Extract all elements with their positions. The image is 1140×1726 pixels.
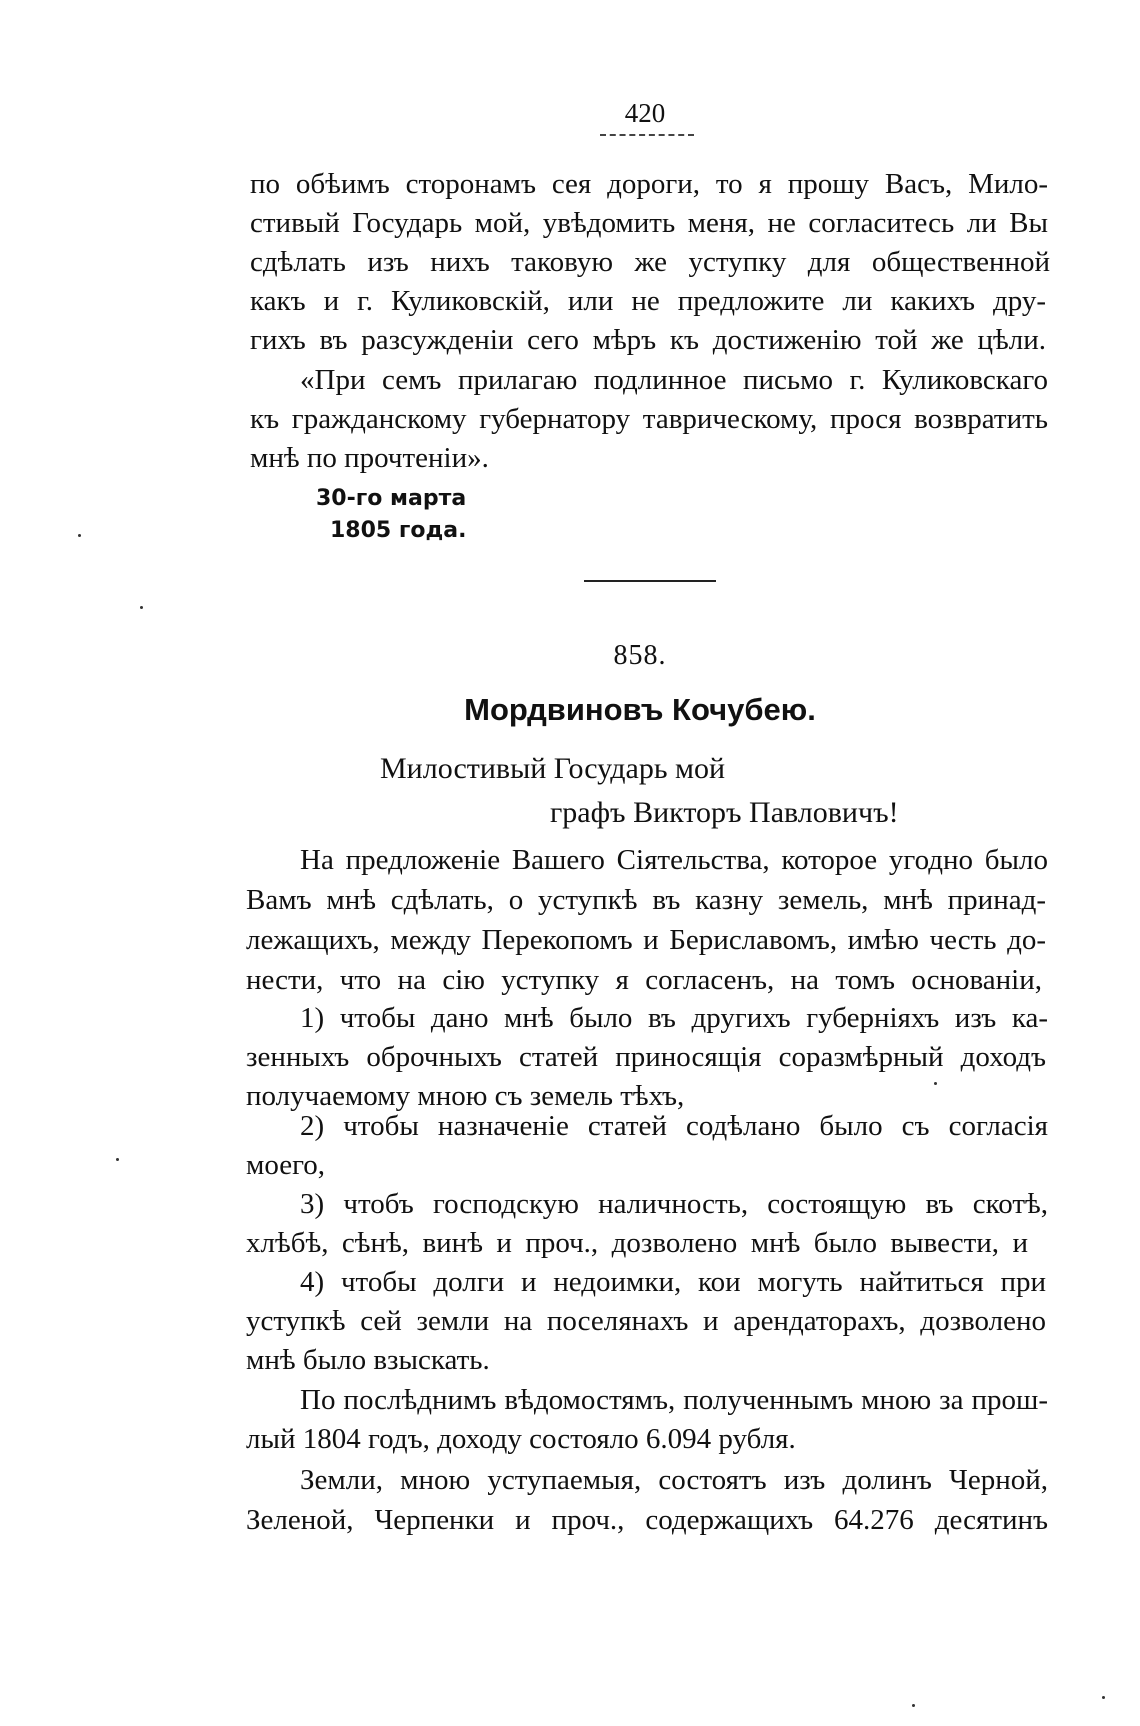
body-line: Зеленой, Черпенки и проч., содержащихъ 64.276 десятинъ — [246, 1504, 1048, 1536]
body-line: хлѣбѣ, сѣнѣ, винѣ и проч., дозволено мнѣ было вывести, и — [246, 1227, 1028, 1259]
body-line: получаемому мною съ земель тѣхъ, — [246, 1080, 685, 1112]
salutation-line-2: графъ Викторъ Павловичъ! — [550, 796, 899, 829]
scan-speck — [1102, 1696, 1105, 1699]
continuation-line: сдѣлать изъ нихъ таковую же уступку для общественной — [250, 246, 1050, 278]
quote-line: мнѣ по прочтеніи». — [250, 442, 489, 474]
body-line: мнѣ было взыскать. — [246, 1344, 490, 1376]
scan-speck — [116, 1158, 119, 1161]
body-line: лый 1804 годъ, доходу состояло 6.094 рубля. — [246, 1423, 796, 1455]
body-line: нести, что на сію уступку я согласенъ, на томъ основаніи, — [246, 964, 1042, 996]
page-number-underline — [600, 134, 694, 136]
body-line: уступкѣ сей земли на поселянахъ и арендаторахъ, дозволено — [246, 1305, 1046, 1337]
body-line: зенныхъ оброчныхъ статей приносящія соразмѣрный доходъ — [246, 1041, 1046, 1073]
body-line: На предложеніе Вашего Сіятельства, которое угодно было — [300, 844, 1048, 876]
continuation-line: стивый Государь мой, увѣдомить меня, не согласитесь ли Вы — [250, 207, 1048, 239]
body-line: Земли, мною уступаемыя, состоятъ изъ долинъ Черной, — [300, 1464, 1048, 1496]
body-line: Вамъ мнѣ сдѣлать, о уступкѣ въ казну земель, мнѣ принад- — [246, 884, 1046, 916]
body-line: моего, — [246, 1149, 325, 1181]
continuation-line: гихъ въ разсужденіи сего мѣръ къ достиженію той же цѣли. — [250, 324, 1046, 356]
scan-speck — [78, 534, 81, 537]
body-line: 3) чтобъ господскую наличность, состоящую въ скотѣ, — [300, 1188, 1048, 1220]
scan-speck — [140, 606, 143, 609]
salutation-line-1: Милостивый Государь мой — [380, 752, 726, 785]
page-number: 420 — [624, 98, 666, 128]
body-line: 4) чтобы долги и недоимки, кои могуть найтиться при — [300, 1266, 1046, 1298]
letter-title: Мордвиновъ Кочубею. — [464, 692, 816, 727]
body-line: 1) чтобы дано мнѣ было въ другихъ губерніяхъ изъ ка- — [300, 1002, 1048, 1034]
date-year: 1805 года. — [330, 518, 467, 543]
body-line: По послѣднимъ вѣдомостямъ, полученнымъ мною за прош- — [300, 1384, 1048, 1416]
body-line: лежащихъ, между Перекопомъ и Бериславомъ, имѣю честь до- — [246, 924, 1046, 956]
quote-line: къ гражданскому губернатору таврическому, прося возвратить — [250, 403, 1048, 435]
continuation-line: какъ и г. Куликовскій, или не предложите ли какихъ дру- — [250, 285, 1046, 317]
continuation-line: по обѣимъ сторонамъ сея дороги, то я прошу Васъ, Мило- — [250, 168, 1048, 200]
scan-speck — [934, 1082, 937, 1085]
section-separator — [584, 580, 716, 582]
body-line: 2) чтобы назначеніе статей содѣлано было съ согласія — [300, 1110, 1048, 1142]
letter-number: 858. — [613, 640, 667, 671]
date-day: 30-го марта — [316, 486, 467, 511]
quote-line: «При семъ прилагаю подлинное письмо г. Куликовскаго — [300, 364, 1048, 396]
scan-speck — [912, 1704, 915, 1707]
